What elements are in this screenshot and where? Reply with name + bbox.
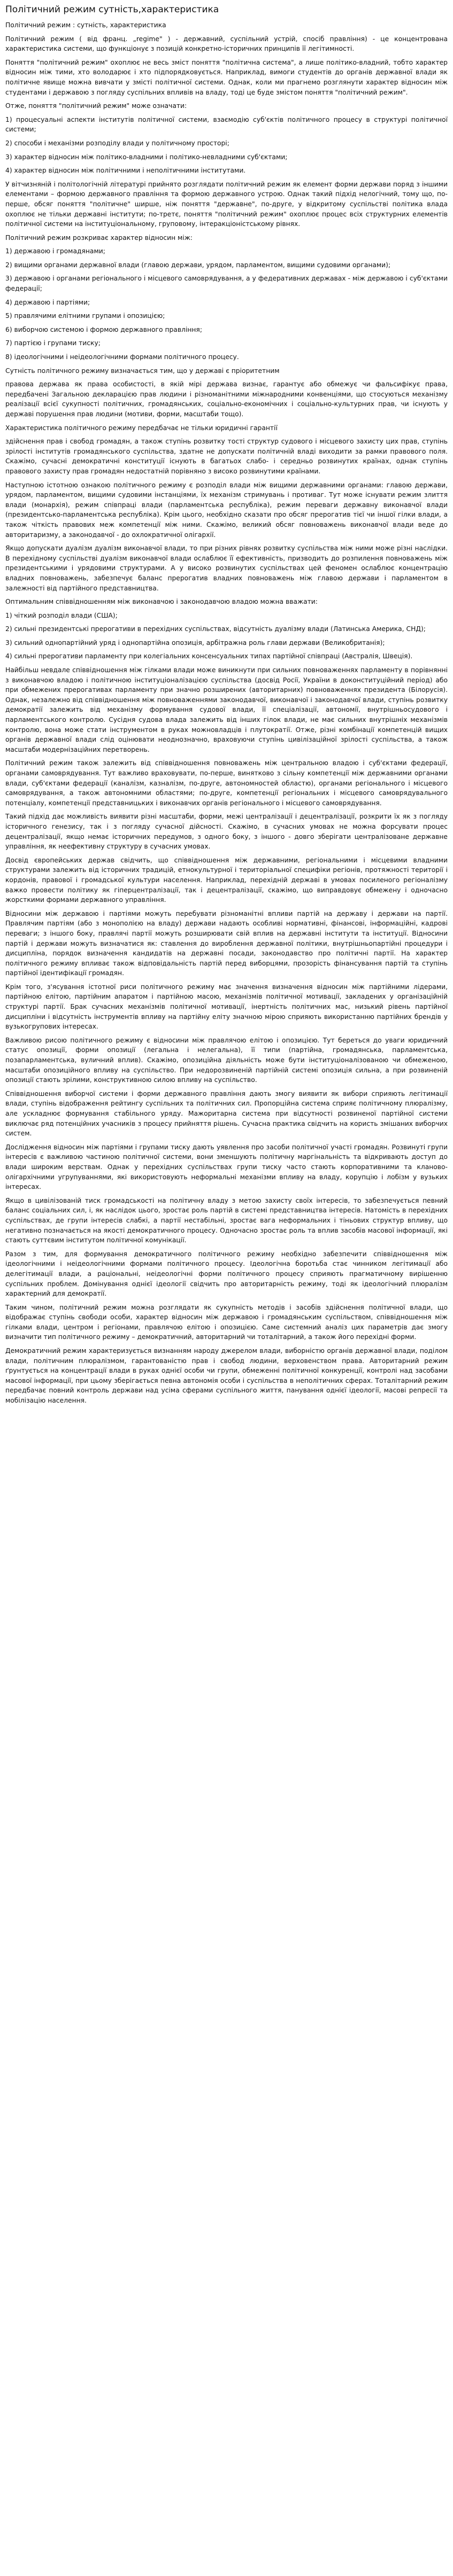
- paragraph: 2) сильні президентські прерогативи в перехідних суспільствах, відсутність дуалізму влади (Латинська Америка, СНД);: [5, 625, 426, 633]
- paragraph: Отже, поняття "політичний режим" може означати:: [5, 102, 187, 110]
- paragraph: 1) чіткий розподіл влади (США);: [5, 611, 118, 619]
- paragraph: Якщо в цивілізованій тиск громадськості на політичну владу з метою захисту своїх інтересів, то забезпечується певний баланс соціальних сил, і, як наслідок цього, зростає роль партій в системі представництва інтересів. Натомість в перехідних суспільствах, де групи інтересів слабкі, а партії нестабільні, зростає вага неформальних і тіньових структур впливу, що негативно позначається на якості демократичного процесу. Одночасно зростає роль та вплив засобів масової інформації, які стають суттєвим інститутом політичної комунікації.: [5, 1196, 448, 1244]
- paragraph: Якщо допускати дуалізм дуалізм виконавчої влади, то при різних рівнях розвитку суспільства між ними може різні наслідки. В перехідному суспільстві дуалізм виконавчої влади ослаблює її ефективність, призводить до розпилення повноважень між президентськими і урядовими структурами. А у високо розвинутих суспільствах цей феномен ослаблює концентрацію владних повноважень, забезпечує баланс прерогатив владних повноважень між главою держави і парламентом в залежності від партійного представництва.: [5, 544, 448, 592]
- paragraph: Характеристика політичного режиму передбачає не тільки юридичні гарантії: [5, 424, 278, 432]
- paragraph: Оптимальним співвідношенням між виконавчою і законодавчою владою можна вважати:: [5, 598, 318, 606]
- paragraph: Наступною істотною ознакою політичного режиму є розподіл влади між вищими державними органами: главою держави, урядом, парламентом, вищими судовими інстанціями, їх механізм стримувань і противаг. Тут може існувати режим злиття влади (монархія), режим співпраці влади (парламентська республіка), режим переваги державну виконавчої влади (президентсько-парламентська республіка). Крім цього, необхідно сказати про обсяг прерогатив тієї чи іншої гілки влади, а також чіткість правових меж компетенції між ними. Скажімо, великий обсяг повноважень виконавчої влади веде до авторитаризму, а законодавчої - до охлократичної олігархії.: [5, 481, 448, 539]
- paragraph: У вітчизняній і політологічній літературі прийнято розглядати політичний режим як елемент форми держави поряд з іншими елементами – формою державного правління та формою державного устрою. Однак такий підхід нелогічний, тому що, по-перше, обсяг поняття "політичне" ширше, ніж поняття "державне", по-друге, у відкритому суспільстві політика влада охоплює не тільки державні інститути; по-третє, поняття "політичний режим" охоплює процес всіх структурних елементів політичної системи на інституціональному, груповому, інтеракціоністському рівнях.: [5, 180, 448, 228]
- paragraph: 2) вищими органами державної влади (главою держави, урядом, парламентом, вищими судовими органами);: [5, 261, 391, 269]
- paragraph: Важливою рисою політичного режиму є відносини між правлячою елітою і опозицією. Тут береться до уваги юридичний статус опозиції, форми опозиції (легальна і нелегальна), її типи (партійна, громадянська, парламентська, позапарламентська, вуличний вплив). Скажімо, опозиційна діяльність може бути інституціоналізованою чи обмеженою, масштаби опозиційного впливу на суспільство. При недорозвиненій партійній системі опозиція сильна, а при розвиненій опозиції стають зрілими, конструктивною силою впливу на суспільство.: [5, 1036, 448, 1084]
- paragraph: Поняття "політичний режим" охоплює не весь зміст поняття "політична система", а лише політико-владний, тобто характер відносин між тими, хто володарює і хто підпорядковується. Наприклад, вимоги студентів до органів державної влади як політичне явище можна вивчати у змісті політичної системи. Однак, коли ми прагнемо розглянути характер відносин між студентами і державою з погляду суспільних впливів на владу, тоді це буде змістом поняття "політичний режим".: [5, 58, 448, 96]
- document-body: [5, 34, 448, 1406]
- paragraph: Політичний режим ( від франц. „regime" ) - державний, суспільний устрій, спосіб правління) - це концентрована характеристика системи, що функціонує з позицій конкретно-історичних принципів її легітимності.: [5, 35, 448, 53]
- paragraph: Відносини між державою і партіями можуть перебувати різноманітні впливи партій на державу і держави на партії. Правлячим партіям (або з монополією на владу) держави надають особливі нормативні, фінансові, інформаційні, кадрові переваги; з іншого боку, правлячі партії можуть розширювати свій вплив на державні інститути та інституції. Відносини партій і держави можуть визначатися як: ставлення до вироблення державної політики, внутрішньопартійні процедури і дисципліна, порядок визначення кандидатів на державні посади, законодавство про політичні партії. На характер політичного режиму впливає також відповідальність партій перед виборцями, прозорість фінансування партій та ступінь партійної ідентифікації громадян.: [5, 909, 448, 977]
- paragraph: Такий підхід дає можливість виявити різні масштаби, форми, межі централізації і децентралізації, розкрити їх як з погляду історичного генезису, так і з погляду сучасної дійсності. Скажімо, в сучасних умовах не можна форсувати процес децентралізації, якщо немає історичних передумов, з одного боку, з іншого - довго зберігати централізоване державне управління, як неефективну структуру в сучасних умовах.: [5, 813, 448, 851]
- paragraph: Досвід європейських держав свідчить, що співвідношення між державними, регіональними і місцевими владними структурами залежить від історичних традицій, етнокультурної і територіальної специфіки регіонів, протяжності території і кордонів, правової і громадської культури населення. Наприклад, перехідній державі в умовах посиленого регіоналізму важко провести політику як гіперцентралізації, так і децентралізації, скажімо, що виправдовує обмежену і одночасно жорсткими формами державного управління.: [5, 856, 448, 904]
- paragraph: Демократичний режим характеризується визнанням народу джерелом влади, виборністю органів державної влади, поділом влади, політичним плюралізмом, гарантованістю прав і свобод людини, верховенством права. Авторитарний режим ґрунтується на концентрації влади в руках однієї особи чи групи, обмеженні політичної конкуренції, контролі над засобами масової інформації, при цьому зберігається певна автономія особи і суспільства в неполітичних сферах. Тоталітарний режим передбачає повний контроль держави над усіма сферами суспільного життя, панування однієї ідеології, масові репресії та мобілізацію населення.: [5, 1347, 448, 1405]
- paragraph: 8) ідеологічними і неідеологічними формами політичного процесу.: [5, 353, 239, 361]
- paragraph: Політичний режим також залежить від співвідношення повноважень між центральною владою і суб'єктами федерації, органами самоврядування. Тут важливо враховувати, по-перше, винятково з сільну компетенції між державними органами влади, суб'єктами федерації (каналізм, казналізм, по-друге, автономностей областю), органами регіонального і місцевого самоврядування, а також автономними областями; по-друге, компетенції регіональних і місцевого самоврядувального потенціалу, компетенції представницьких і виконавчих органів регіонального і місцевого самоврядування.: [5, 759, 448, 807]
- paragraph: Таким чином, політичний режим можна розглядати як сукупність методів і засобів здійснення політичної влади, що відображає ступінь свободи особи, характер відносин між державою і громадянським суспільством, співвідношення між гілками влади, центром і регіонами, правлячою елітою і опозицією. Саме системний аналіз цих параметрів дає змогу визначити тип політичного режиму – демократичний, авторитарний чи тоталітарний, а також його перехідні форми.: [5, 1303, 448, 1341]
- paragraph: здійснення прав і свобод громадян, а також ступінь розвитку тості структур судового і місцевого захисту цих прав, ступінь зрілості інститутів громадянського суспільства, здатне не допускати політичній владі виходити за рамки правового поля. Скажімо, сучасні демократичні конституції існують в багатьох слабо- і середньо розвинутих країнах, однак ступінь правового захисту прав громадян недостатній порівняно з високо розвинутими країнами.: [5, 438, 448, 475]
- paragraph: Разом з тим, для формування демократичного політичного режиму необхідно забезпечити співвідношення між ідеологічними і неідеологічними формами політичного процесу. Ідеологічна боротьба стає чинником легітимації або делегітимації влади, а раціональні, неідеологічні форми політичного процесу сприяють прагматичному вирішенню суспільних проблем. Домінування однієї ідеології свідчить про авторитарність режиму, тоді як ідеологічний плюралізм характерний для демократії.: [5, 1250, 448, 1298]
- paragraph: 6) виборчою системою і формою державного правління;: [5, 325, 202, 333]
- paragraph: 1) процесуальні аспекти інститутів політичної системи, взаємодію суб'єктів політичного процесу в структурі політичної системи;: [5, 115, 448, 134]
- paragraph: 4) характер відносин між політичними і неполітичними інститутами.: [5, 167, 246, 175]
- paragraph: Найбільш невдале співвідношення між гілками влади може виникнути при сильних повноваженнях парламенту в порівнянні з виконавчою владою і політичною інституціоналізацією суспільства (досвід Росії, України в доконституційний період) або при обмежених прерогативах парламенту при значно розширених (авторитарних) повноваженнях президента (Білорусія). Однак, незалежно від співвідношення між повноваженнями законодавчої, виконавчої і законодавчої влади, ступінь розвитку демократії залежить від механізму формування судової влади, її спеціалізації, автономії, внутрішньосудового і парламентського контролю. Сусідня судова влада залежить від інших гілок влади, не має сильних внутрішніх механізмів контролю, вона може стати інструментом в руках можновладців і плутократії. Отже, різні комбінації компетенцій вищих органів державної влади слід оцінювати неоднозначно, враховуючи ступінь цивілізаційної зрілості суспільства, а також масштаби модернізаційних перетворень.: [5, 666, 448, 753]
- paragraph: Крім того, з'ясування істотної риси політичного режиму має значення визначення відносин між партійними лідерами, партійною елітою, партійним апаратом і партійною масою, механізмів політичної мотивації, закладених у організаційній структурі партії. Брак сучасних механізмів політичної мотивації, інертність політичних мас, низький рівень партійної дисципліни і відсутність інструментів впливу на партійну еліту значною мірою сприяють використанню партійних брендів у вузькогрупових інтересах.: [5, 983, 448, 1031]
- paragraph: 4) державою і партіями;: [5, 298, 90, 306]
- paragraph: 5) правлячими елітними групами і опозицією;: [5, 312, 165, 320]
- paragraph: 3) державою і органами регіонального і місцевого самоврядування, а у федеративних державах - між державою і суб'єктами федерації;: [5, 275, 448, 293]
- paragraph: 3) характер відносин між політико-владними і політико-невладними суб'єктами;: [5, 153, 288, 161]
- page-title: Політичний режим сутність,характеристика: [5, 4, 219, 15]
- paragraph: 1) державою і громадянами;: [5, 247, 105, 255]
- paragraph: 7) партією і групами тиску;: [5, 339, 101, 347]
- paragraph: 3) сильний однопартійний уряд і однопартійна опозиція, арбітражна роль глави держави (Великобританія);: [5, 639, 385, 647]
- paragraph: правова держава як права особистості, в якій мірі держава визнає, гарантує або обмежує чи фальсифікує права, передбачені Загальною декларацією прав людини і різноманітними міжнародними конвенціями, що стосуються механізму реалізації всієї сукупності політичних, громадянських, соціально-економічних і соціально-культурних прав, чи існують у державі порушення прав людини (мотиви, форми, масштаби тощо).: [5, 380, 448, 418]
- paragraph: 2) способи і механізми розподілу влади у політичному просторі;: [5, 139, 229, 147]
- paragraph: Політичний режим розкриває характер відносин між:: [5, 234, 193, 242]
- paragraph: 4) сильні прерогативи парламенту при колегіальних консенсуальних типах партійної співпраці (Австралія, Швеція).: [5, 652, 413, 660]
- paragraph: Дослідження відносин між партіями і групами тиску дають уявлення про засоби політичної участі громадян. Розвинуті групи інтересів є важливою частиною політичної системи, вони зменшують політичну маргінальність та відкривають доступ до влади широким верствам. Однак у перехідних суспільствах групи тиску часто стають корпоративними та кланово-олігархічними угрупуваннями, які використовують неформальні механізми впливу на владу, корупцію і лобізм у вузьких інтересах.: [5, 1143, 448, 1191]
- paragraph: Сутність політичного режиму визначається тим, що у державі є пріоритетним: [5, 367, 280, 375]
- paragraph: Співвідношення виборчої системи і форми державного правління дають змогу виявити як вибори сприяють легітимації влади, ступінь відображення рейтингу суспільних та політичних сил. Пропорційна система сприяє політичному плюралізму, але ускладнює формування стабільного уряду. Мажоритарна система при відсутності розвиненої партійної системи виключає ряд потенційних учасників з процесу прийняття рішень. Сучасна практика свідчить на користь змішаних виборчих систем.: [5, 1089, 448, 1138]
- document-subtitle: Політичний режим : сутність, характеристика: [5, 21, 166, 29]
